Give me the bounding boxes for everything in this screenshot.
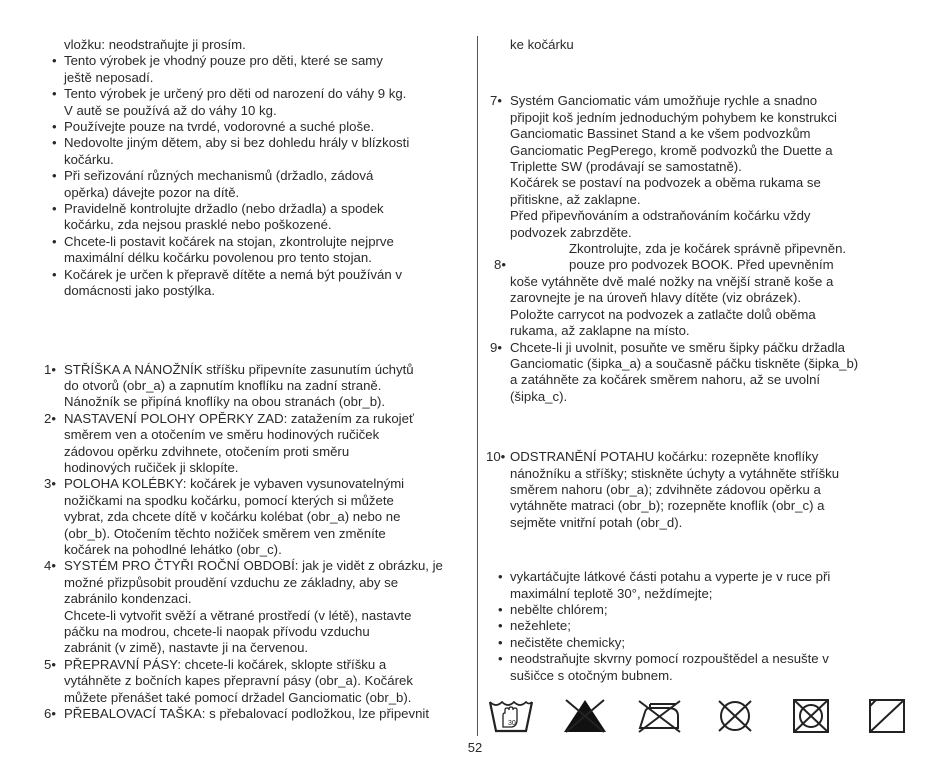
list-item: maximální délku kočárku povolenou pro tento stojan. [64, 250, 372, 266]
step-line: směrem nahoru (obr_a); zdvihněte zádovou opěrku a [510, 481, 821, 497]
list-item: vložku: neodstraňujte ji prosím. [64, 37, 246, 52]
no-iron-icon [636, 698, 682, 734]
list-item: • Tento výrobek je určený pro děti od narození do váhy 9 kg. [52, 86, 407, 102]
step-line: připojit koš jedním jednoduchým pohybem ke konstrukci [510, 109, 837, 125]
list-item: • nebělte chlórem; [498, 601, 608, 617]
page-number: 52 [467, 740, 483, 755]
step-line: Chcete-li vytvořit svěží a větrané prostředí (v létě), nastavte [64, 607, 412, 623]
step-line: podvozek zabrzděte. [510, 224, 632, 240]
no-bleach-icon [562, 698, 608, 734]
right-column [486, 37, 908, 684]
step-line: nožičkami na spodku kočárku, pomocí kterých si můžete [64, 492, 394, 508]
list-item: kočárku, zda nejsou prasklé nebo poškozené. [64, 217, 332, 233]
step-line: koše vytáhněte dvě malé nožky na vnější straně koše a [510, 273, 834, 289]
list-item: • Pravidelně kontrolujte držadlo (nebo držadla) a spodek [52, 201, 384, 217]
step-line: Ganciomatic Bassinet Stand a ke všem podvozkům [510, 126, 811, 142]
care-symbols [488, 698, 918, 736]
list-item: • nežehlete; [498, 618, 571, 634]
care-list [490, 569, 908, 684]
spacer [44, 300, 468, 362]
list-item: • vykartáčujte látkové části potahu a vyperte je v ruce při [498, 569, 831, 585]
step-line: zádovou opěrku zdvihnete, otočením proti směru [64, 443, 350, 459]
step-line: Triplette SW (prodávají se samostatně). [510, 159, 742, 175]
step-line: (obr_b). Otočením těchto nožiček směrem ven změníte [64, 525, 386, 541]
step-line: (šipka_c). [510, 388, 568, 404]
step-line: Ganciomatic PegPerego, kromě podvozků the Duette a [510, 142, 833, 158]
step-7 [490, 93, 908, 241]
list-item: • Používejte pouze na tvrdé, vodorovné a suché ploše. [52, 119, 375, 135]
step-line: 6• PŘEBALOVACÍ TAŠKA: s přebalovací podložkou, lze připevnit [44, 706, 430, 722]
step-line: 5• PŘEPRAVNÍ PÁSY: chcete-li kočárek, sklopte stříšku a [44, 656, 387, 672]
list-item: • nečistěte chemicky; [498, 634, 626, 650]
step-line: rukama, až zaklapne na místo. [510, 323, 690, 339]
continuation-line: ke kočárku [510, 37, 574, 52]
step-line: 9• Chcete-li ji uvolnit, posuňte ve směru šipky páčku držadla [490, 339, 845, 355]
step-line: můžete přenášet také pomocí držadel Ganciomatic (obr_b). [64, 689, 412, 705]
step-line: 3• POLOHA KOLÉBKY: kočárek je vybaven vysunovatelnými [44, 476, 405, 492]
step-line: 8• pouze pro podvozek BOOK. Před upevněním [494, 257, 834, 273]
no-dry-clean-icon [712, 698, 758, 734]
step-line: 7• Systém Ganciomatic vám umožňuje rychle a snadno [490, 93, 818, 109]
step-line: páčku na modrou, chcete-li naopak přívodu vzduchu [64, 624, 370, 639]
step-line: směrem ven a otočením ve směru hodinových ručiček [64, 427, 380, 443]
step-line: vytáhněte matraci (obr_b); rozepněte knoflík (obr_c) a [510, 498, 825, 514]
step-line: Kočárek se postaví na podvozek a oběma rukama se [510, 175, 821, 191]
no-machine-dry-icon [864, 698, 910, 734]
step-line: 10• ODSTRANĚNÍ POTAHU kočárku: rozepněte knoflíky [486, 449, 819, 465]
step-line: vytáhněte z bočních kapes přepravní pásy (obr_a). Kočárek [64, 673, 413, 689]
list-item: ještě neposadí. [64, 69, 154, 85]
step-line: sejměte vnitřní potah (obr_d). [510, 514, 683, 530]
step-line: Zkontrolujte, zda je kočárek správně připevněn. [569, 241, 847, 257]
step-line: a zatáhněte za kočárek směrem nahoru, až se uvolní [510, 372, 821, 388]
no-tumble-dry-icon [788, 698, 834, 734]
list-item: • Nedovolte jiným dětem, aby si bez dohledu hrály v blízkosti [52, 135, 410, 151]
step-10 [486, 449, 908, 531]
step-line: kočárek na pohodlné lehátko (obr_c). [64, 541, 282, 557]
list-item: sušičce s otočným bubnem. [510, 667, 673, 683]
steps-list [44, 362, 468, 723]
spacer [490, 53, 908, 93]
list-item: maximální teplotě 30°, neždímejte; [510, 585, 713, 601]
step-line: 1• STŘÍŠKA A NÁNOŽNÍK stříšku připevníte zasunutím úchytů [44, 361, 414, 377]
list-item: • Kočárek je určen k přepravě dítěte a nemá být používán v [52, 266, 402, 282]
step-line: nánožníku a stříšky; stiskněte úchyty a vytáhněte stříšku [510, 465, 840, 481]
list-item: • Tento výrobek je vhodný pouze pro děti, které se samy [52, 53, 383, 69]
step-line: do otvorů (obr_a) a zapnutím knoflíku na zadní straně. [64, 377, 382, 393]
left-column [44, 37, 468, 722]
step-8 [490, 241, 908, 339]
list-item: domácnosti jako postýlka. [64, 283, 215, 299]
svg-text:30: 30 [508, 720, 516, 727]
step-line: Nánožník se připíná knoflíky na obou stranách (obr_b). [64, 394, 386, 410]
step-line: zabránilo kondenzaci. [64, 591, 192, 607]
spacer [490, 531, 908, 569]
column-divider [477, 36, 478, 736]
step-line: 2• NASTAVENÍ POLOHY OPĚRKY ZAD: zatažením za rukojeť [44, 410, 414, 426]
list-item: • Chcete-li postavit kočárek na stojan, zkontrolujte nejprve [52, 233, 394, 249]
spacer [490, 405, 908, 449]
list-item: • neodstraňujte skvrny pomocí rozpouštědel a nesušte v [498, 651, 829, 667]
step-line: Před připevňováním a odstraňováním kočárku vždy [510, 208, 811, 224]
step-line: zabránit (v zimě), nastavte ji na červenou. [64, 640, 309, 656]
hand-wash-icon [488, 698, 534, 734]
list-item: • Při seřizování různých mechanismů (držadlo, zádová [52, 168, 374, 184]
step-line: 4• SYSTÉM PRO ČTYŘI ROČNÍ OBDOBÍ: jak je vidět z obrázku, je [44, 558, 443, 574]
safety-list [44, 37, 468, 300]
step-line: hodinových ručiček ji sklopíte. [64, 459, 239, 475]
step-line: Položte carrycot na podvozek a zatlačte dolů oběma [510, 306, 816, 322]
step-line: zarovnejte je na úroveň hlavy dítěte (viz obrázek). [510, 290, 802, 306]
step-line: vybrat, zda chcete dítě v kočárku kolébat (obr_a) nebo ne [64, 509, 401, 525]
step-line: Ganciomatic (šipka_a) a současně páčku tiskněte (šipka_b) [510, 355, 859, 371]
list-item: kočárku. [64, 151, 114, 167]
list-item: opěrka) dávejte pozor na dítě. [64, 184, 240, 200]
step-9 [490, 340, 908, 406]
step-line: možné přizpůsobit proudění vzduchu ze základny, aby se [64, 574, 399, 590]
list-item: V autě se používá až do váhy 10 kg. [64, 102, 277, 118]
step-line: přitiskne, až zaklapne. [510, 191, 641, 207]
